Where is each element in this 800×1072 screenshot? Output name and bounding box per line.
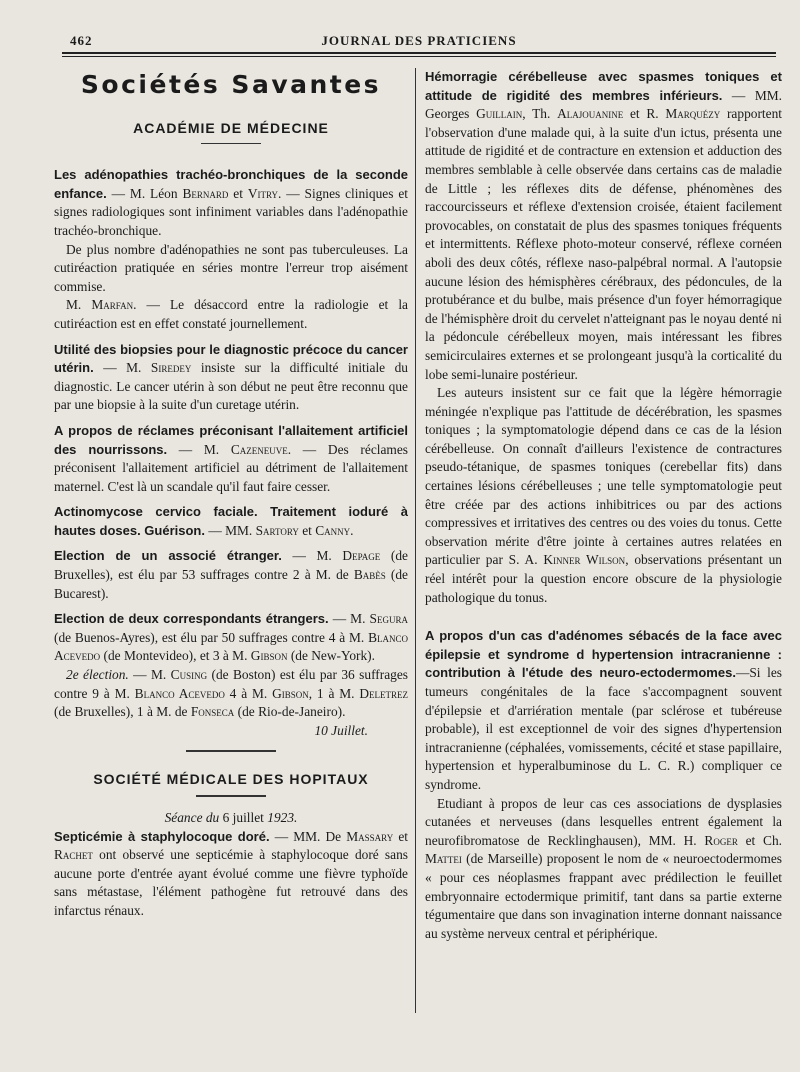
left-column [54,68,408,921]
divider [186,750,276,752]
article-septicemie: Septicémie à staphylocoque doré. — MM. De Massary et Rachet ont observé une septicémie à staphylocoque doré sans aucune porte d'entrée ayant évolué comme une fièvre typhoïde sans métastase, l'élément pathogène fut retrouvé dans des infarctus rénaux. [54,828,408,918]
article-title: A propos d'un cas d'adénomes sébacés de la face avec épilepsie et syndrome d hypertension intracranienne : contribution à l'étude des neuro-ectodermomes. [425,628,782,681]
article-title: Election de deux correspondants étrangers. [54,611,329,627]
header-rule [62,52,776,54]
article-reclames: A propos de réclames préconisant l'allaitement artificiel des nourrissons. — M. Cazeneuve. — Des réclames préconisent l'allaitement artificiel au détriment de l'allaitement maternel. C'est là un scandale qu'il faut faire cesser. [54,422,408,494]
seance-line: Séance du 6 juillet 1923. [164,810,298,825]
header-rule-thin [62,56,776,57]
paragraph: Les auteurs insistent sur ce fait que la légère hémorragie méningée n'explique pas l'attitude de décérébration, les spasmes toniques ; la symptomatologie dépend dans ce cas de la lésion cérébelleuse. On connaît d'ailleurs l'existence de contractures pseudo-tétanique, de spasmes toniques (cerebellar fits) dans certaines lésions cérébelleuses ; une telle symptomatologie peut être créée par des actions inhibitrices ou par des actions compressives et irritatives des centres ou des voies du tonus. Cette observation mérite d'être jointe à certaines autres relatées en particulier par S. A. Kinner Wilson, observations présentant un réel intérêt pour la question encore obscure de la physiologie pathologique du tonus. [425,385,782,605]
divider [201,143,261,144]
article-adenomes: A propos d'un cas d'adénomes sébacés de la face avec épilepsie et syndrome d hypertension intracranienne : contribution à l'étude des neuro-ectodermomes.—Si les tumeurs congénitales de la face s'accompagnent souvent d'épilepsie et d'arriération mentale (par sclérose et tubéreuse probable), il est exceptionnel de voir des signes d'hypertension intracranienne (céphalées, vomissements, cécité et stase papillaire, hypertension et hyperalbuminose du L. C. R.) compliquer ce syndrome. [425,628,782,792]
article-title: Election de un associé étranger. [54,548,282,564]
date-line: 10 Juillet. [314,722,368,738]
paragraph: 2e élection. — M. Cusing (de Boston) est élu par 36 suffrages contre 9 à M. Blanco Acevedo 4 à M. Gibson, 1 à M. Deletrez (de Bruxelles), 1 à M. de Fonseca (de Rio-de-Janeiro). [54,667,408,720]
divider [196,795,266,797]
article-hemorragie: Hémorragie cérébelleuse avec spasmes toniques et attitude de rigidité des membres inférieurs. — MM. Georges Guillain, Th. Alajouanine et R. Marquézy rapportent l'observation d'une malade qui, à la suite d'un ictus, présenta une attitude de rigidité et de contracture en extension et adduction des membres semblable à celle observée dans certains cas de maladie de Little ; les réflexes dits de défense, phénomènes des raccourcisseurs et réflexe d'extension croisée, étaient facilement provocables, on constatait de plus des spasmes toniques fréquents et intermittents. Réflexe photo-moteur conservé, réflexe cornéen aboli des deux côtés, réflexe naso-palpébral normal. A l'autopsie aucune lésion des hémisphères cérébraux, des pédoncules, de la protubérance et du bulbe, mais présence d'un foyer hémorragique de l'hémisphère droit du cervelet n'atteignant pas le noyau denté ni la pédoncule cérébelleux moyen, mais intéressant les fibres semicirculaires externes et se prolongeant jusqu'à la corticalité du lobe semi-lunaire postérieur. [425,69,783,382]
column-divider [415,68,416,1013]
section-title: Sociétés Savantes [80,70,382,99]
page-number: 462 [70,33,93,48]
journal-title: JOURNAL DES PRATICIENS [321,33,517,48]
article-title: Actinomycose cervico faciale. Traitement ioduré à hautes doses. Guérison. [54,504,408,538]
article-election-correspondants: Election de deux correspondants étrangers. — M. Segura (de Buenos-Ayres), est élu par 50 suffrages contre 4 à M. Blanco Acevedo (de Montevideo), et 3 à M. Gibson (de New-York). [54,611,408,664]
article-title: Utilité des biopsies pour le diagnostic précoce du cancer utérin. [54,341,408,376]
article-title: Septicémie à staphylocoque doré. [54,828,270,844]
article-title: Les adénopathies trachéo-bronchiques de la seconde enfance. [54,167,408,201]
article-title: Hémorragie cérébelleuse avec spasmes toniques et attitude de rigidité des membres inférieurs. [425,69,782,103]
paragraph: Etudiant à propos de leur cas ces associations de dysplasies cutanées et nerveuses (dans lesquelles entrent également la neurofibromatose de Recklinghausen), MM. H. Roger et Ch. Mattei (de Marseille) proposent le nom de « neuroectodermomes « pour ces néoplasmes frappant avec prédilection le feuillet embryonnaire ectodermique primitif, tant dans sa partie externe tégumentaire que dans son invagination interne donnant naissance au système nerveux central et périphérique. [425,795,782,941]
paragraph: De plus nombre d'adénopathies ne sont pas tuberculeuses. La cutiréaction pratiquée en séries montre l'erreur trop aisément commise. [54,241,408,294]
article-biopsies: Utilité des biopsies pour le diagnostic précoce du cancer utérin. — M. Siredey insiste sur la difficulté initiale du diagnostic. Le cancer utérin à son début ne peut être reconnu que par une biopsie à la suite d'un curetage utérin. [54,341,408,413]
right-column [425,68,782,943]
article-actinomycose: Actinomycose cervico faciale. Traitement ioduré à hautes doses. Guérison. — MM. Sartory et Canny. [54,504,408,538]
societe-heading: SOCIÉTÉ MÉDICALE DES HOPITAUX [93,771,369,788]
academie-heading: ACADÉMIE DE MÉDECINE [133,119,329,136]
paragraph: M. Marfan. — Le désaccord entre la radiologie et la cutiréaction est en effet constaté journellement. [54,297,408,331]
article-title: A propos de réclames préconisant l'allaitement artificiel des nourrissons. [54,422,408,457]
article-adenopathies: Les adénopathies trachéo-bronchiques de la seconde enfance. — M. Léon Bernard et Vitry. — Signes cliniques et signes radiologiques sont infiniment variables dans l'adénopathie trachéo-bronchique. [54,167,408,238]
page-header [62,30,776,52]
article-election-associe: Election de un associé étranger. — M. Depage (de Bruxelles), est élu par 53 suffrages contre 2 à M. de Babès (de Bucarest). [54,548,409,601]
